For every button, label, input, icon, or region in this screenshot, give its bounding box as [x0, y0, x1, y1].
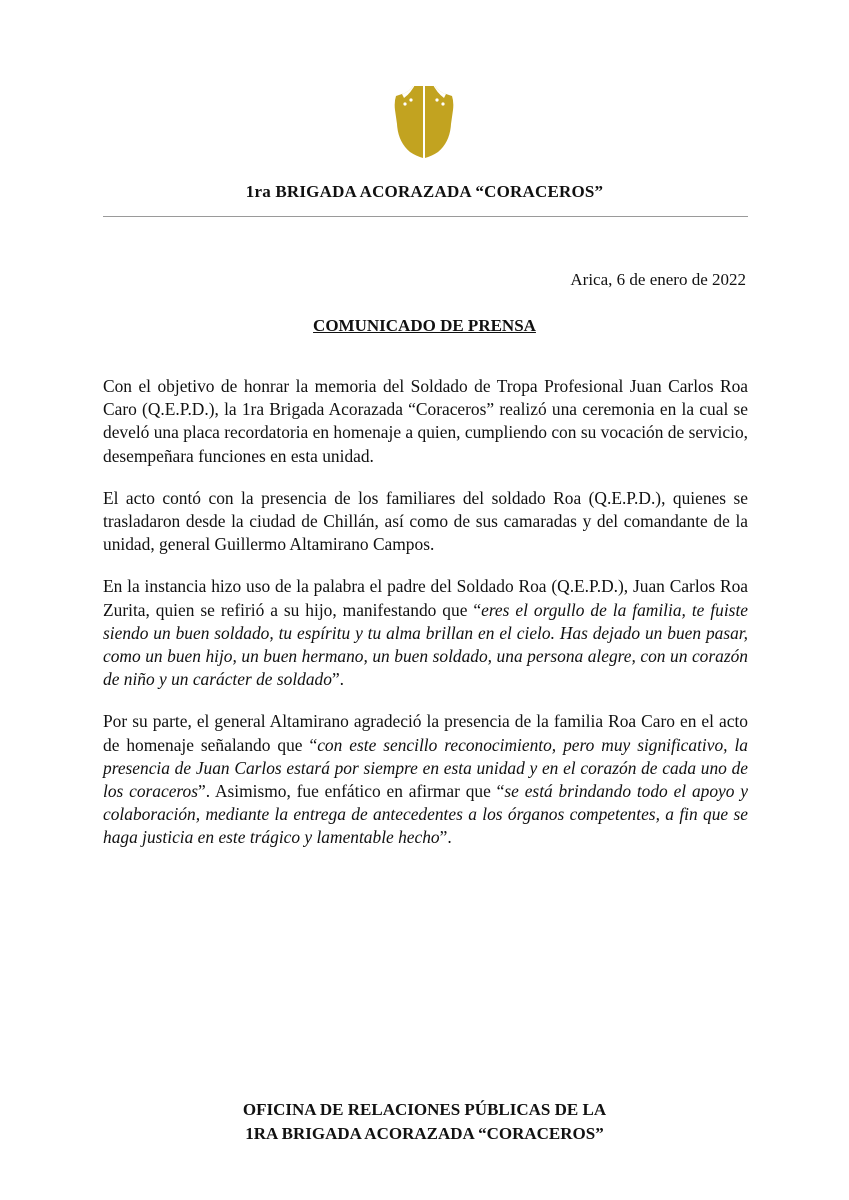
cuirass-logo-icon [394, 80, 454, 160]
rivet [409, 98, 412, 101]
general-quote-1: con este sencillo reconocimiento, pero muy significativo, la presencia de Juan Carlos estará por siempre en esta unidad y en el corazón de cada uno de los coraceros [103, 734, 748, 802]
header-divider [103, 216, 748, 217]
document-title: COMUNICADO DE PRENSA [313, 316, 536, 335]
signature-line-1: OFICINA DE RELACIONES PÚBLICAS DE LA [242, 1100, 607, 1119]
document-date: Arica, 6 de enero de 2022 [570, 270, 746, 289]
rivet [435, 98, 438, 101]
cuirass-left-half [395, 86, 423, 158]
father-quote: eres el orgullo de la familia, te fuiste siendo un buen soldado, tu espíritu y tu alma brillan en el cielo. Has dejado un buen pasar, como un buen hijo, un buen hermano, un buen soldado, una persona alegre, con un corazón de niño y un carácter de soldado [103, 599, 748, 690]
paragraph-3 [103, 575, 748, 691]
press-release-body [103, 375, 748, 869]
signature-line-2: 1RA BRIGADA ACORAZADA “CORACEROS” [245, 1124, 604, 1143]
paragraph-4-text: Por su parte, el general Altamirano agradeció la presencia de la familia Roa Caro en el acto de homenaje señalando que “ [103, 711, 748, 755]
rivet [441, 102, 444, 105]
paragraph-2: El acto contó con la presencia de los familiares del soldado Roa (Q.E.P.D.), quienes se trasladaron desde la ciudad de Chillán, así como de sus camaradas y del comandante de la unidad, general Guillermo Altamirano Campos. [103, 487, 748, 555]
paragraph-3-end: ”. [331, 669, 345, 690]
paragraph-4-end: ”. [439, 827, 452, 848]
rivet [403, 102, 406, 105]
paragraph-1: Con el objetivo de honrar la memoria del Soldado de Tropa Profesional Juan Carlos Roa Caro (Q.E.P.D.), la 1ra Brigada Acorazada “Coraceros” realizó una ceremonia en la cual se develó una placa recordatoria en homenaje a quien, cumpliendo con su vocación de servicio, desempeñara funciones en esta unidad. [103, 376, 748, 466]
paragraph-4 [103, 710, 748, 849]
cuirass-right-half [425, 86, 453, 158]
unit-name-header: 1ra BRIGADA ACORAZADA “CORACEROS” [245, 182, 604, 201]
paragraph-3-text: En la instancia hizo uso de la palabra el padre del Soldado Roa (Q.E.P.D.), Juan Carlos Roa Zurita, quien se refirió a su hijo, manifestando que “ [103, 576, 748, 620]
signature-block [0, 1098, 849, 1146]
general-quote-2: se está brindando todo el apoyo y colaboración, mediante la entrega de antecedentes a los órganos competentes, a fin que se haga justicia en este trágico y lamentable hecho [103, 781, 748, 848]
paragraph-4-middle: ”. Asimismo, fue enfático en afirmar que “ [198, 781, 505, 802]
